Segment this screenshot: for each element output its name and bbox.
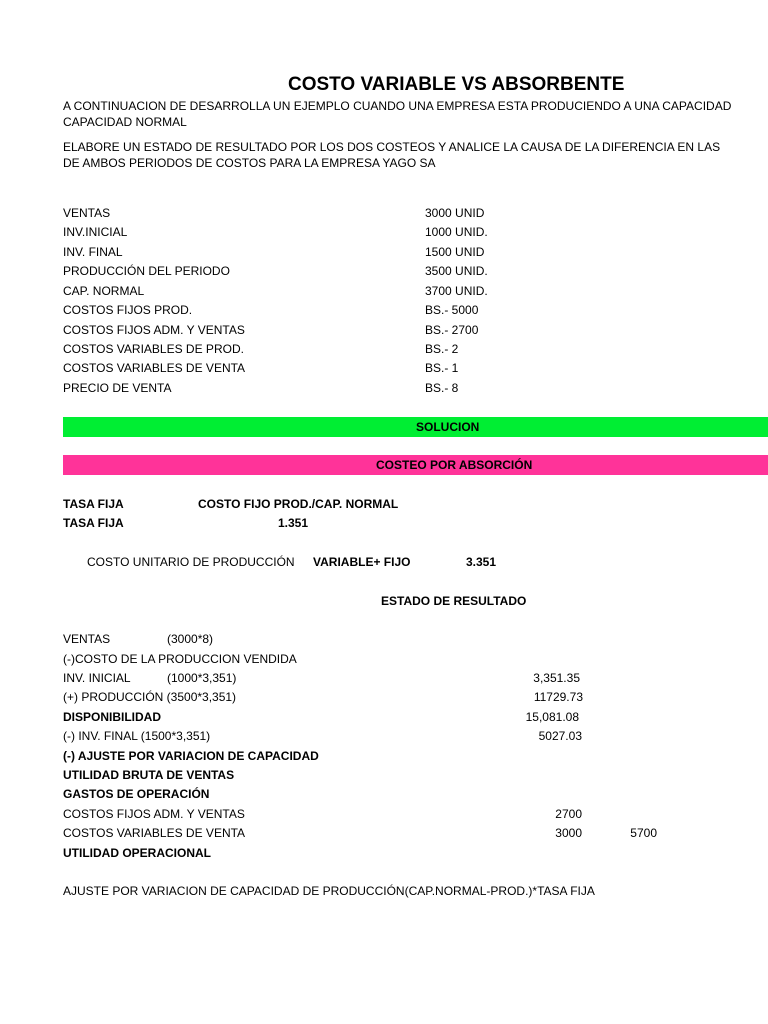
estado-disponibilidad-value: 15,081.08: [525, 710, 579, 724]
costo-unitario-value: 3.351: [466, 555, 497, 569]
costeo-absorcion-bar: [63, 455, 768, 475]
estado-ajuste-label: (-) AJUSTE POR VARIACION DE CAPACIDAD: [63, 749, 319, 763]
solucion-bar: [63, 417, 768, 437]
estado-fijos-adm-label: COSTOS FIJOS ADM. Y VENTAS: [63, 807, 245, 821]
tasa-fija-value: 1.351: [278, 516, 309, 530]
data-label-inv-final: INV. FINAL: [63, 245, 123, 259]
data-value-costos-fijos-prod: BS.- 5000: [425, 303, 479, 317]
tasa-fija-label-2: TASA FIJA: [63, 516, 124, 530]
costo-unitario-label: COSTO UNITARIO DE PRODUCCIÓN: [87, 555, 295, 569]
estado-var-venta-label: COSTOS VARIABLES DE VENTA: [63, 826, 246, 840]
estado-ventas-calc: (3000*8): [167, 632, 214, 646]
data-label-costos-var-prod: COSTOS VARIABLES DE PROD.: [63, 342, 244, 356]
data-value-precio-venta: BS.- 8: [425, 381, 459, 395]
estado-produccion-value: 11729.73: [533, 690, 583, 704]
solucion-label: SOLUCION: [416, 420, 480, 434]
data-label-precio-venta: PRECIO DE VENTA: [63, 381, 172, 395]
estado-inv-final-label: (-) INV. FINAL (1500*3,351): [63, 729, 211, 743]
data-value-costos-fijos-adm: BS.- 2700: [425, 323, 479, 337]
data-label-costos-fijos-prod: COSTOS FIJOS PROD.: [63, 303, 193, 317]
data-value-costos-var-prod: BS.- 2: [425, 342, 459, 356]
intro-line-2: CAPACIDAD NORMAL: [63, 115, 187, 129]
tasa-fija-label: TASA FIJA: [63, 497, 124, 511]
estado-gastos-label: GASTOS DE OPERACIÓN: [63, 787, 210, 801]
data-label-inv-inicial: INV.INICIAL: [63, 225, 128, 239]
data-label-costos-var-venta: COSTOS VARIABLES DE VENTA: [63, 361, 246, 375]
estado-var-venta-total: 5700: [630, 826, 657, 840]
estado-var-venta-value: 3000: [555, 826, 582, 840]
data-value-inv-inicial: 1000 UNID.: [425, 225, 488, 239]
intro-line-4: DE AMBOS PERIODOS DE COSTOS PARA LA EMPRESA YAGO SA: [63, 156, 436, 170]
data-label-cap-normal: CAP. NORMAL: [63, 284, 145, 298]
page-title: COSTO VARIABLE VS ABSORBENTE: [288, 74, 625, 95]
intro-line-1: A CONTINUACION DE DESARROLLA UN EJEMPLO CUANDO UNA EMPRESA ESTA PRODUCIENDO A UNA CAPACIDAD: [63, 99, 732, 113]
estado-inv-final-value: 5027.03: [538, 729, 582, 743]
data-value-cap-normal: 3700 UNID.: [425, 284, 488, 298]
data-value-ventas: 3000 UNID: [425, 206, 485, 220]
data-value-inv-final: 1500 UNID: [425, 245, 485, 259]
costo-unitario-formula: VARIABLE+ FIJO: [313, 555, 411, 569]
data-value-produccion: 3500 UNID.: [425, 264, 488, 278]
estado-disponibilidad-label: DISPONIBILIDAD: [63, 710, 162, 724]
ajuste-footer-note: AJUSTE POR VARIACION DE CAPACIDAD DE PRODUCCIÓN(CAP.NORMAL-PROD.)*TASA FIJA: [63, 884, 595, 898]
estado-utilidad-op-label: UTILIDAD OPERACIONAL: [63, 846, 211, 860]
intro-line-3: ELABORE UN ESTADO DE RESULTADO POR LOS DOS COSTEOS Y ANALICE LA CAUSA DE LA DIFERENCIA EN LAS: [63, 140, 721, 154]
estado-ventas-label: VENTAS: [63, 632, 111, 646]
data-label-costos-fijos-adm: COSTOS FIJOS ADM. Y VENTAS: [63, 323, 245, 337]
estado-inv-inicial-value: 3,351.35: [533, 671, 580, 685]
data-value-costos-var-venta: BS.- 1: [425, 361, 459, 375]
data-label-ventas: VENTAS: [63, 206, 111, 220]
costeo-absorcion-label: COSTEO POR ABSORCIÓN: [376, 458, 533, 472]
estado-fijos-adm-value: 2700: [555, 807, 582, 821]
estado-inv-inicial-label: INV. INICIAL: [63, 671, 131, 685]
estado-title: ESTADO DE RESULTADO: [381, 594, 527, 608]
estado-utilidad-bruta-label: UTILIDAD BRUTA DE VENTAS: [63, 768, 235, 782]
estado-costo-prod-label: (-)COSTO DE LA PRODUCCION VENDIDA: [63, 652, 297, 666]
estado-produccion-label: (+) PRODUCCIÓN (3500*3,351): [63, 690, 237, 704]
tasa-fija-formula: COSTO FIJO PROD./CAP. NORMAL: [198, 497, 399, 511]
data-label-produccion: PRODUCCIÓN DEL PERIODO: [63, 264, 230, 278]
estado-inv-inicial-calc: (1000*3,351): [167, 671, 237, 685]
